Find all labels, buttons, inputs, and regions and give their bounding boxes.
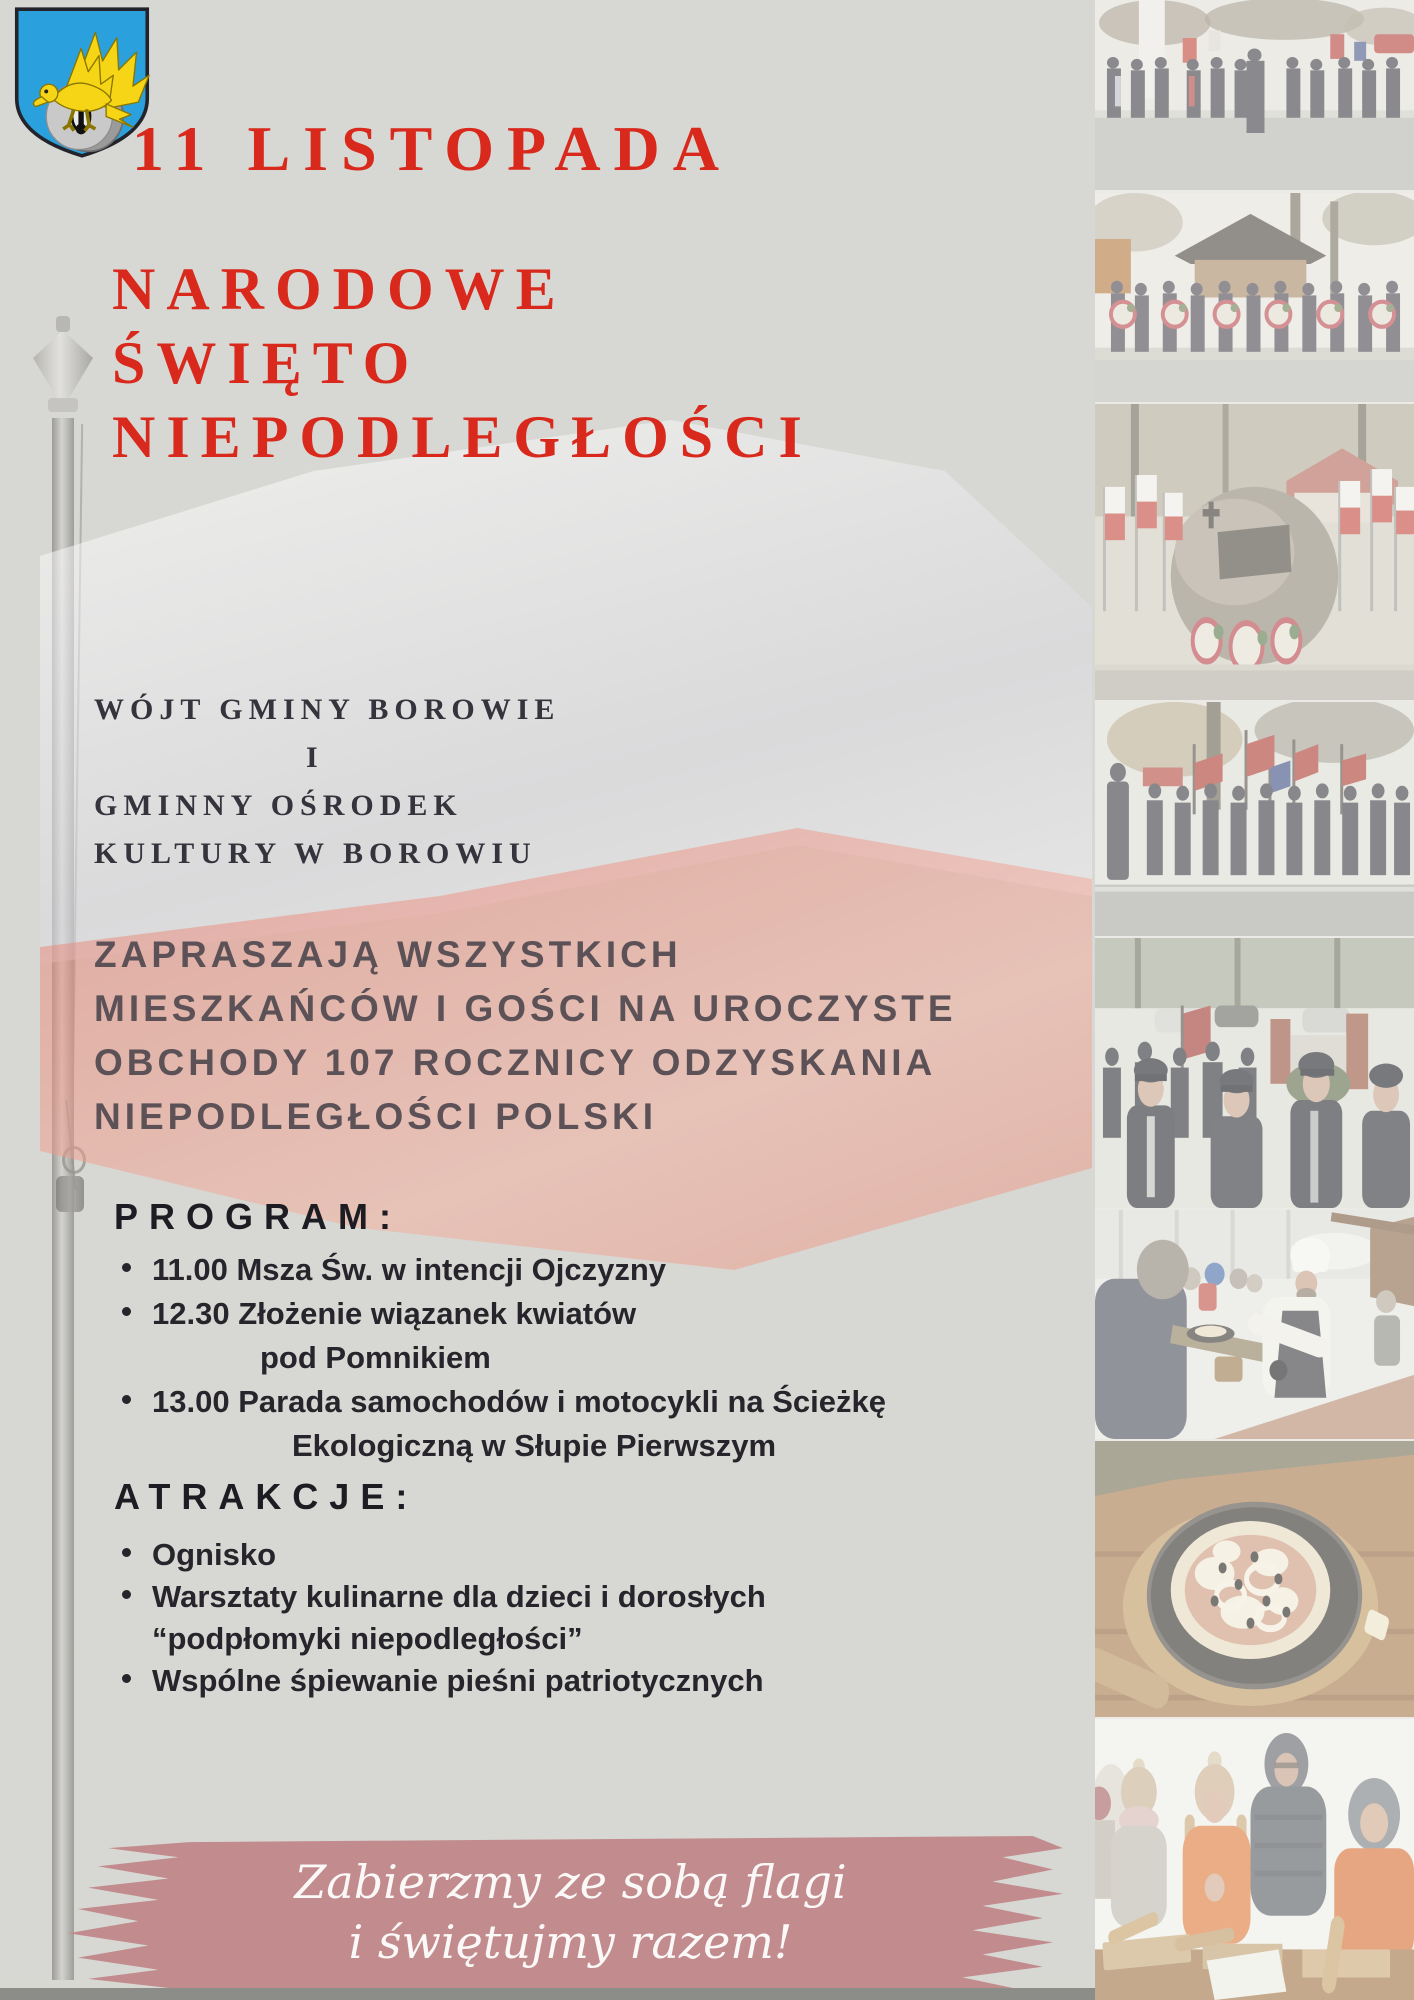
photo-cooking-workshop <box>1095 1210 1414 1439</box>
program-item <box>114 1380 886 1468</box>
photo-memorial-stone <box>1095 404 1414 700</box>
program-item-text: 11.00 Msza Św. w intencji Ojczyzny <box>152 1252 666 1287</box>
bullet-dot <box>122 1263 131 1272</box>
program-item-text: 12.30 Złożenie wiązanek kwiatów <box>152 1296 637 1331</box>
photo-wreath-delegations <box>1095 193 1414 402</box>
program-list <box>114 1248 886 1468</box>
organizer-line-3: GMINNY OŚRODEK <box>94 789 463 822</box>
holiday-line-1: NARODOWE <box>112 256 567 322</box>
banner-text <box>68 1852 1073 1972</box>
attraction-item <box>114 1576 766 1660</box>
invitation-block <box>94 928 957 1144</box>
photo-firefighter-parade <box>1095 938 1414 1208</box>
attraction-item-text: Ognisko <box>152 1537 277 1572</box>
invitation-line-4: NIEPODLEGŁOŚCI POLSKI <box>94 1096 657 1137</box>
holiday-line-3: NIEPODLEGŁOŚCI <box>112 404 813 470</box>
bullet-dot <box>122 1548 131 1557</box>
attraction-item <box>114 1534 766 1576</box>
program-item-text2: pod Pomnikiem <box>260 1340 491 1375</box>
flagpole-collar <box>48 398 78 412</box>
organizer-line-1: WÓJT GMINY BOROWIE <box>94 693 561 726</box>
program-item-text2: Ekologiczną w Słupie Pierwszym <box>292 1428 777 1463</box>
bullet-dot <box>122 1395 131 1404</box>
organizer-line-2: I <box>306 741 324 774</box>
invitation-line-2: MIESZKAŃCÓW I GOŚCI NA UROCZYSTE <box>94 988 957 1029</box>
organizer-line-4: KULTURY W BOROWIU <box>94 837 537 870</box>
holiday-title <box>112 252 813 474</box>
invitation-line-3: OBCHODY 107 ROCZNICY ODZYSKANIA <box>94 1042 937 1083</box>
attraction-item-text: Warsztaty kulinarne dla dzieci i dorosłych <box>152 1579 766 1614</box>
photo-flatbread-pan <box>1095 1441 1414 1717</box>
program-item-text: 13.00 Parada samochodów i motocykli na Ścieżkę <box>152 1384 886 1419</box>
flagpole-knob <box>56 316 70 332</box>
attraction-item-text2: “podpłomyki niepodległości” <box>152 1621 583 1656</box>
invitation-line-1: ZAPRASZAJĄ WSZYSTKICH <box>94 934 682 975</box>
program-item <box>114 1292 886 1380</box>
program-heading: PROGRAM: <box>114 1196 402 1237</box>
attraction-item <box>114 1660 766 1702</box>
page-title: 11 LISTOPADA <box>132 113 732 184</box>
bullet-dot <box>122 1674 131 1683</box>
holiday-line-2: ŚWIĘTO <box>112 330 421 396</box>
photo-kids-rolling-dough <box>1095 1719 1414 2000</box>
flagpole-finial <box>33 330 93 400</box>
attraction-item-text: Wspólne śpiewanie pieśni patriotycznych <box>152 1663 764 1698</box>
bullet-dot <box>122 1307 131 1316</box>
attractions-list <box>114 1534 766 1702</box>
bullet-dot <box>122 1590 131 1599</box>
photo-column <box>1095 0 1414 2000</box>
poster-bottom-strip <box>0 1988 1095 2000</box>
banner-line-1: Zabierzmy ze sobą flagi <box>294 1855 847 1909</box>
banner-line-2: i świętujmy razem! <box>348 1915 793 1969</box>
program-item <box>114 1248 886 1292</box>
photo-honor-guard-crowd <box>1095 0 1414 190</box>
attractions-heading: ATRAKCJE: <box>114 1476 419 1517</box>
photo-street-march <box>1095 702 1414 936</box>
organizers-block <box>94 686 560 878</box>
